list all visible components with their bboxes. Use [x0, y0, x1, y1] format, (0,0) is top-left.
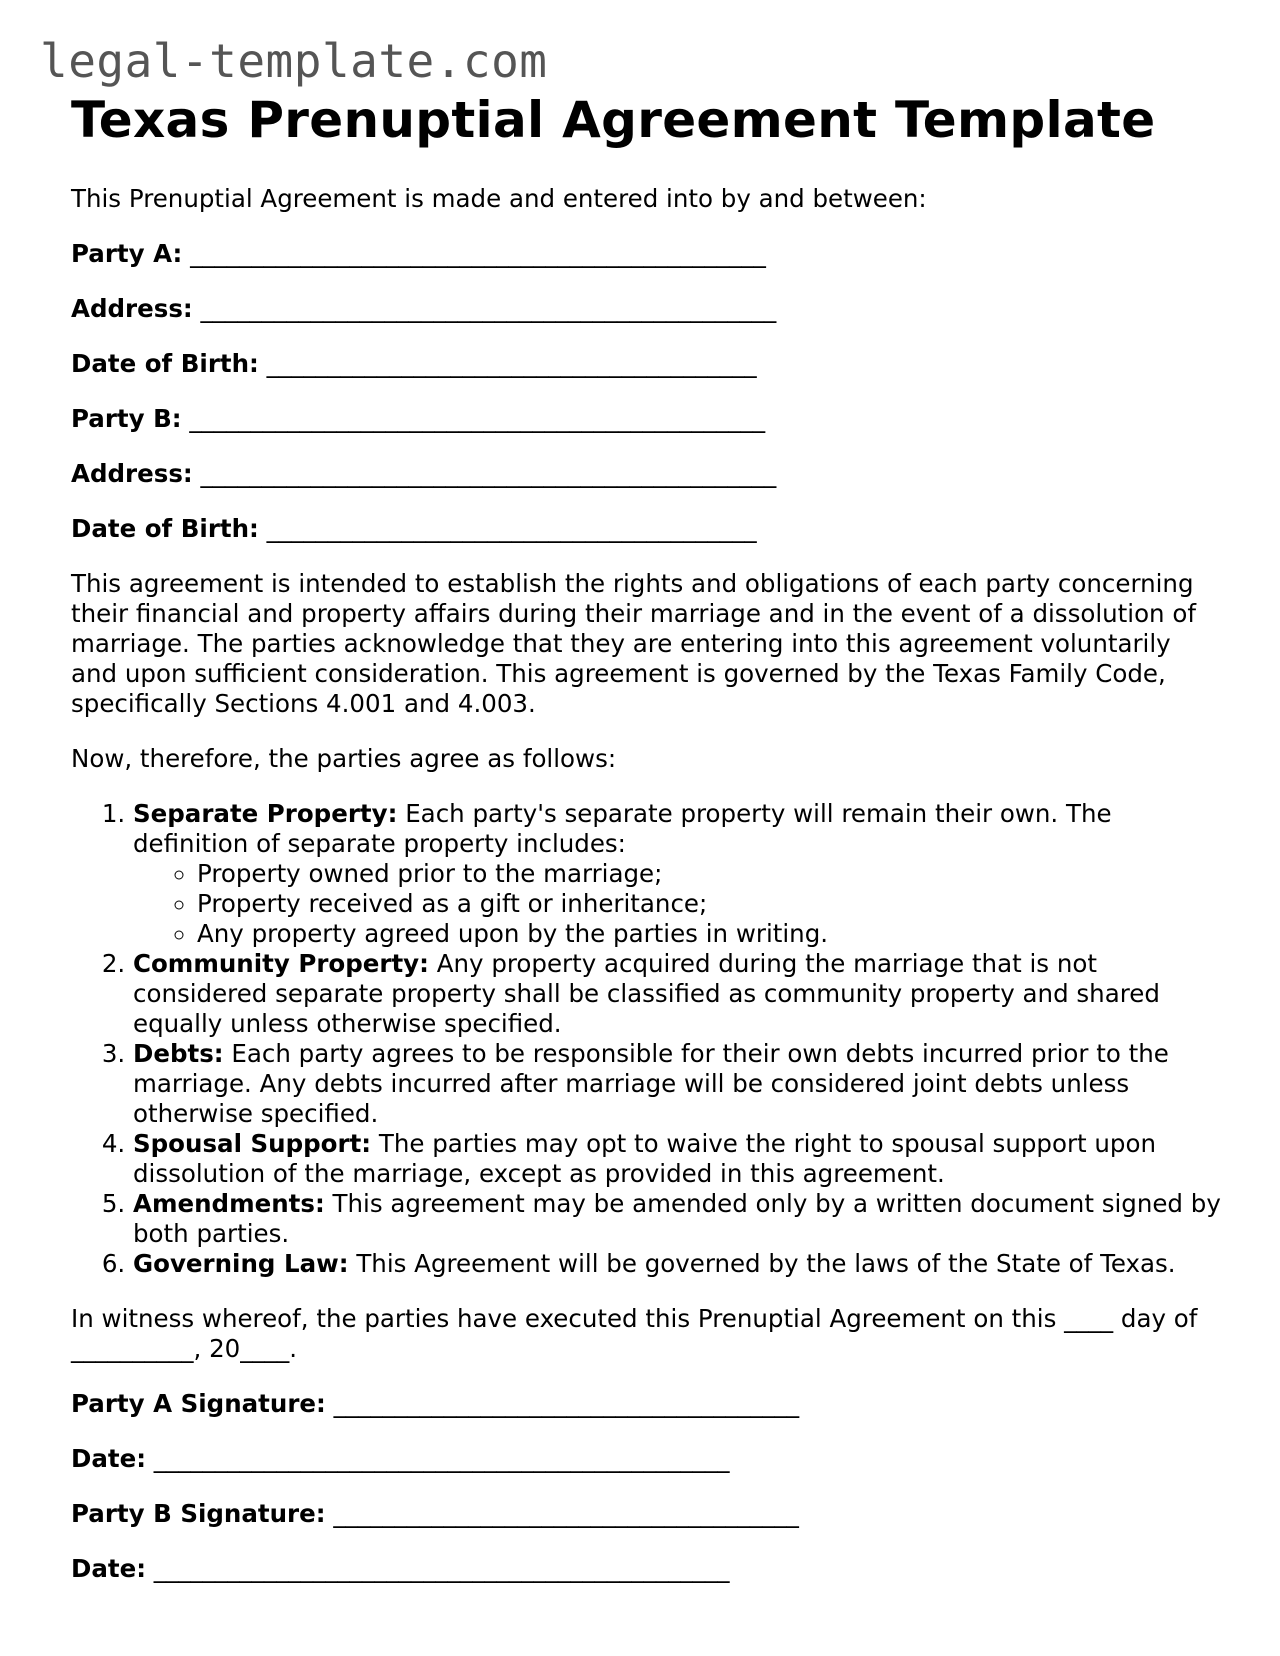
purpose-paragraph: This agreement is intended to establish the rights and obligations of each party concerning their financial and property affairs during their marriage and in the event of a dissolution of marriage. The parties acknowledge that they are entering into this agreement voluntarily and upon sufficient consideration. This agreement is governed by the Texas Family Code, specifically Sections 4.001 and 4.003.: [71, 569, 1196, 718]
party-a-address-blank[interactable]: _______________________________________________: [200, 294, 777, 323]
party-a-address-field: [71, 294, 1221, 324]
party-b-address-field: [71, 459, 1221, 489]
term-separate-property: [133, 799, 1221, 949]
term-text: The parties may opt to waive the right to spousal support upon dissolution of the marriage, except as provided in this agreement.: [133, 1129, 1157, 1188]
term-community-property: [133, 949, 1221, 1039]
field-label: Party A:: [71, 239, 183, 268]
now-therefore-text: Now, therefore, the parties agree as follows:: [71, 744, 617, 773]
term-spousal-support: [133, 1129, 1221, 1189]
term-governing-law: [133, 1249, 1221, 1279]
term-heading: Spousal Support:: [133, 1129, 372, 1158]
term-heading: Amendments:: [133, 1189, 325, 1218]
list-item: ◦ Property owned prior to the marriage;: [197, 859, 1221, 889]
party-a-date-field: [71, 1444, 1221, 1474]
field-label: Address:: [71, 294, 193, 323]
watermark: legal-template.com: [40, 34, 548, 88]
term-heading: Governing Law:: [133, 1249, 349, 1278]
party-b-address-blank[interactable]: _______________________________________________: [200, 459, 777, 488]
party-a-blank[interactable]: _______________________________________________: [190, 239, 766, 268]
term-heading: Debts:: [133, 1039, 224, 1068]
term-text: Each party agrees to be responsible for their own debts incurred prior to the marriage. Any debts incurred after marriage will be considered joint debts unless otherwise specified.: [133, 1039, 1169, 1128]
field-label: Date:: [71, 1444, 146, 1473]
field-label: Address:: [71, 459, 193, 488]
party-b-dob-blank[interactable]: ________________________________________: [266, 514, 757, 543]
field-label: Date of Birth:: [71, 514, 259, 543]
party-b-signature-field: [71, 1499, 1221, 1529]
party-a-dob-field: [71, 349, 1221, 379]
party-a-signature-blank[interactable]: ______________________________________: [333, 1389, 800, 1418]
field-label: Party B:: [71, 404, 182, 433]
party-b-date-field: [71, 1554, 1221, 1584]
witness-clause: In witness whereof, the parties have executed this Prenuptial Agreement on this ____ day of __________, 20____.: [71, 1304, 1198, 1363]
field-label: Party A Signature:: [71, 1389, 326, 1418]
intro-text: This Prenuptial Agreement is made and entered into by and between:: [71, 184, 927, 213]
list-item: ◦ Any property agreed upon by the parties in writing.: [197, 919, 1221, 949]
party-a-field: [71, 239, 1221, 269]
separate-property-list: [133, 859, 1221, 949]
party-b-date-blank[interactable]: _______________________________________________: [153, 1554, 730, 1583]
document: [71, 90, 1221, 1584]
term-text: This agreement may be amended only by a written document signed by both parties.: [133, 1189, 1221, 1248]
term-text: Any property acquired during the marriage that is not considered separate property shall be classified as community property and shared equally unless otherwise specified.: [133, 949, 1160, 1038]
list-item: ◦ Property received as a gift or inheritance;: [197, 889, 1221, 919]
term-text: This Agreement will be governed by the laws of the State of Texas.: [348, 1249, 1176, 1278]
party-b-blank[interactable]: _______________________________________________: [189, 404, 766, 433]
term-amendments: [133, 1189, 1221, 1249]
party-a-signature-field: [71, 1389, 1221, 1419]
party-a-dob-blank[interactable]: ________________________________________: [266, 349, 757, 378]
term-heading: Separate Property:: [133, 799, 398, 828]
document-title: Texas Prenuptial Agreement Template: [71, 91, 1156, 149]
field-label: Date of Birth:: [71, 349, 259, 378]
terms-list: [71, 799, 1221, 1279]
field-label: Party B Signature:: [71, 1499, 326, 1528]
party-b-dob-field: [71, 514, 1221, 544]
field-label: Date:: [71, 1554, 146, 1583]
party-b-field: [71, 404, 1221, 434]
term-debts: [133, 1039, 1221, 1129]
party-a-date-blank[interactable]: _______________________________________________: [153, 1444, 730, 1473]
term-heading: Community Property:: [133, 949, 429, 978]
party-b-signature-blank[interactable]: ______________________________________: [333, 1499, 799, 1528]
term-text: Each party's separate property will remain their own. The definition of separate property includes:: [133, 799, 1112, 858]
